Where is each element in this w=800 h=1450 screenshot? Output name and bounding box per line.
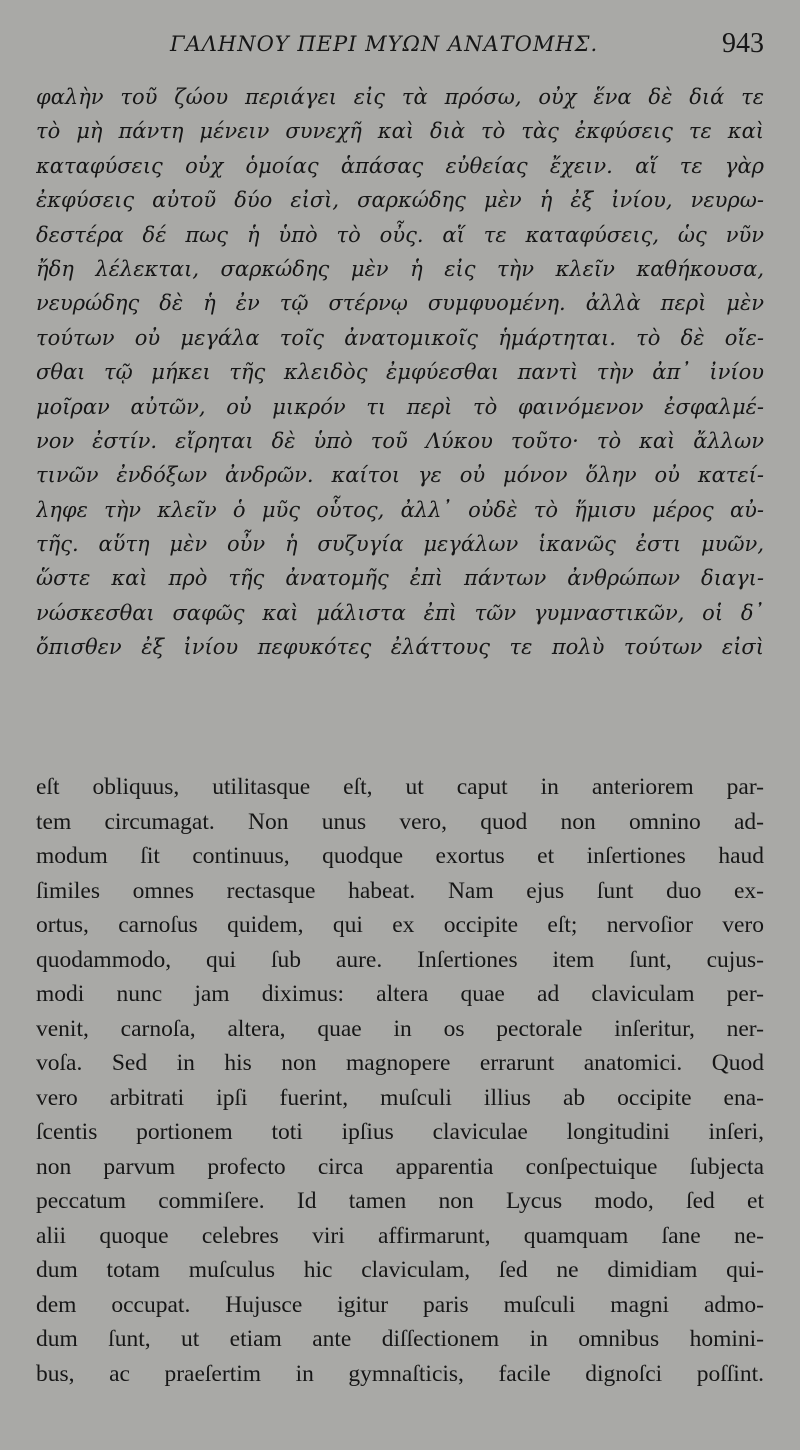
text-line: modi nunc jam diximus: altera quae ad claviculam per- bbox=[36, 981, 764, 1007]
text-line: voſa. Sed in his non magnopere errarunt anatomici. Quod bbox=[36, 1050, 764, 1076]
running-title: ΓΑΛΗΝΟΥ ΠΕΡΙ ΜΥΩΝ ΑΝΑΤΟΜΗΣ. bbox=[170, 32, 599, 56]
text-line: τούτων οὐ μεγάλα τοῖς ἀνατομικοῖς ἡμάρτηται. τὸ δὲ οἴε- bbox=[36, 325, 764, 350]
text-line: νον ἐστίν. εἴρηται δὲ ὑπὸ τοῦ Λύκου τοῦτο· τὸ καὶ ἄλλων bbox=[36, 428, 764, 453]
text-line: ἐκφύσεις αὐτοῦ δύο εἰσὶ, σαρκώδης μὲν ἡ ἐξ ἰνίου, νευρω- bbox=[36, 188, 764, 213]
greek-text-block bbox=[36, 80, 764, 665]
page-number: 943 bbox=[722, 28, 764, 59]
text-line: καταφύσεις οὐχ ὁμοίας ἁπάσας εὐθείας ἔχειν. αἵ τε γὰρ bbox=[36, 153, 764, 178]
text-line: dum totam muſculus hic claviculam, ſed ne dimidiam qui- bbox=[36, 1257, 764, 1283]
text-line: dum ſunt, ut etiam ante diſſectionem in omnibus homini- bbox=[36, 1326, 764, 1352]
text-line: τὸ μὴ πάντη μένειν συνεχῆ καὶ διὰ τὸ τὰς ἐκφύσεις τε καὶ bbox=[36, 119, 764, 144]
text-line: ἤδη λέλεκται, σαρκώδης μὲν ἡ εἰς τὴν κλεῖν καθήκουσα, bbox=[36, 256, 764, 281]
text-line: quodammodo, qui ſub aure. Inſertiones item ſunt, cujus- bbox=[36, 946, 764, 973]
text-line: peccatum commiſere. Id tamen non Lycus modo, ſed et bbox=[36, 1188, 764, 1214]
text-line: modum ſit continuus, quodque exortus et inſertiones haud bbox=[36, 843, 764, 869]
text-line: alii quoque celebres viri affirmarunt, quamquam ſane ne- bbox=[36, 1222, 764, 1249]
text-line: σθαι τῷ μήκει τῆς κλειδὸς ἐμφύεσθαι παντὶ τὴν ἀπ᾽ ἰνίου bbox=[36, 360, 764, 385]
text-line: τῆς. αὕτη μὲν οὖν ἡ συζυγία μεγάλων ἱκανῶς ἐστι μυῶν, bbox=[36, 532, 764, 557]
latin-text-block bbox=[36, 770, 764, 1391]
text-line: dem occupat. Hujusce igitur paris muſculi magni admo- bbox=[36, 1291, 764, 1318]
text-line: ληφε τὴν κλεῖν ὁ μῦς οὗτος, ἀλλ᾽ οὐδὲ τὸ ἥμισυ μέρος αὐ- bbox=[36, 497, 764, 522]
text-line: vero arbitrati ipſi fuerint, muſculi illius ab occipite ena- bbox=[36, 1084, 764, 1111]
text-line: νευρώδης δὲ ἡ ἐν τῷ στέρνῳ συμφυομένη. ἀλλὰ περὶ μὲν bbox=[36, 291, 764, 316]
text-line: ſcentis portionem toti ipſius claviculae longitudini inſeri, bbox=[36, 1119, 764, 1145]
text-line: δεστέρα δέ πως ἡ ὑπὸ τὸ οὖς. αἵ τε καταφύσεις, ὡς νῦν bbox=[36, 222, 764, 247]
text-line: ὥστε καὶ πρὸ τῆς ἀνατομῆς ἐπὶ πάντων ἀνθρώπων διαγι- bbox=[36, 566, 764, 591]
text-line: ſimiles omnes rectasque habeat. Nam ejus ſunt duo ex- bbox=[36, 877, 764, 904]
text-line: ὄπισθεν ἐξ ἰνίου πεφυκότες ἐλάττους τε πολὺ τούτων εἰσὶ bbox=[36, 635, 764, 660]
text-line: venit, carnoſa, altera, quae in os pectorale inſeritur, ner- bbox=[36, 1015, 764, 1042]
text-line: μοῖραν αὐτῶν, οὐ μικρόν τι περὶ τὸ φαινόμενον ἐσφαλμέ- bbox=[36, 394, 764, 419]
page-header bbox=[0, 28, 800, 68]
text-line: ortus, carnoſus quidem, qui ex occipite eſt; nervoſior vero bbox=[36, 912, 764, 938]
text-line: τινῶν ἐνδόξων ἀνδρῶν. καίτοι γε οὐ μόνον ὅλην οὐ κατεί- bbox=[36, 463, 764, 488]
text-line: νώσκεσθαι σαφῶς καὶ μάλιστα ἐπὶ τῶν γυμναστικῶν, οἱ δ᾽ bbox=[36, 600, 764, 625]
text-line: eſt obliquus, utilitasque eſt, ut caput in anteriorem par- bbox=[36, 774, 764, 800]
text-line: φαλὴν τοῦ ζώου περιάγει εἰς τὰ πρόσω, οὐχ ἕνα δὲ διά τε bbox=[36, 85, 764, 109]
text-line: non parvum profecto circa apparentia conſpectuique ſubjecta bbox=[36, 1153, 764, 1180]
text-line: tem circumagat. Non unus vero, quod non omnino ad- bbox=[36, 808, 764, 835]
text-line: bus, ac praeſertim in gymnaſticis, facile dignoſci poſſint. bbox=[36, 1360, 764, 1387]
